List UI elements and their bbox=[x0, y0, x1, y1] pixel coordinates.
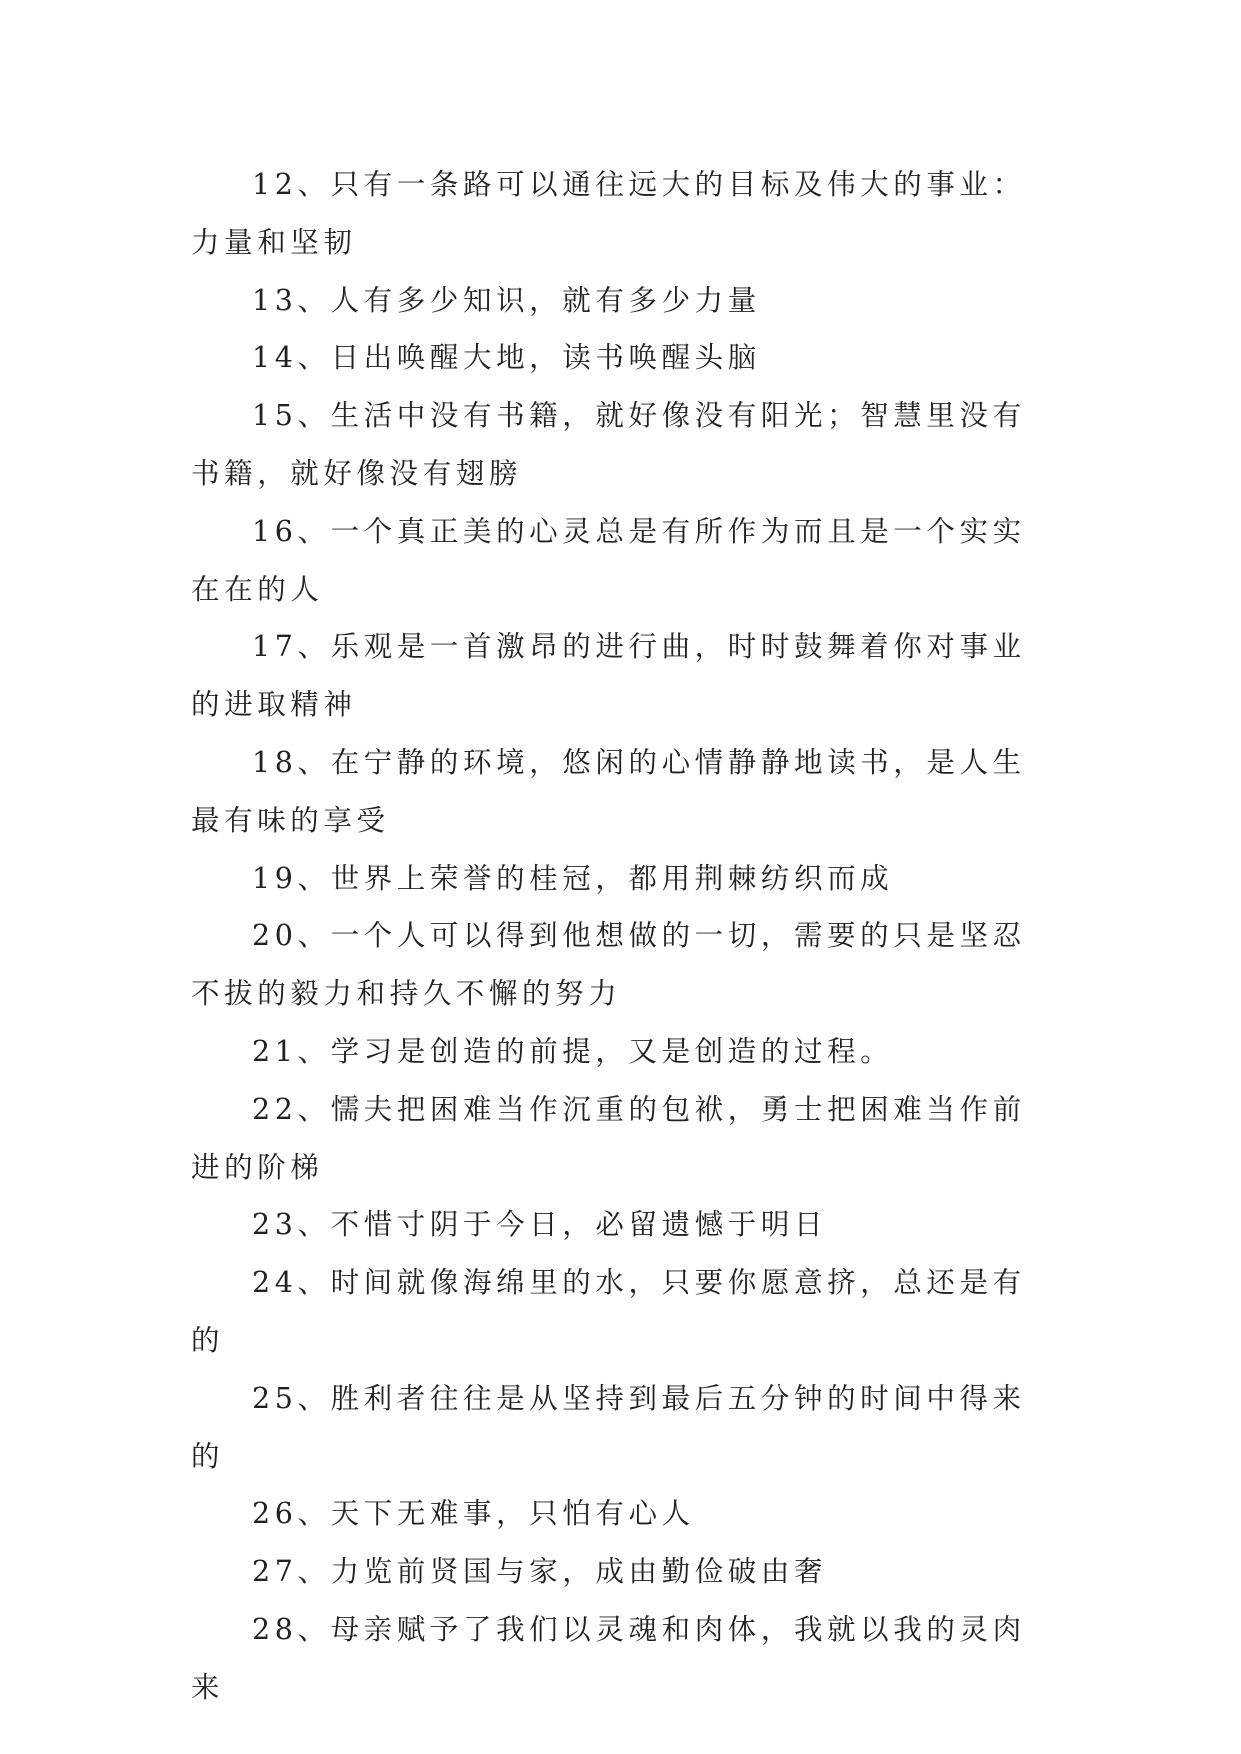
paragraph-25: 25、胜利者往往是从坚持到最后五分钟的时间中得来的 bbox=[191, 1381, 1026, 1473]
paragraph-13: 13、人有多少知识，就有多少力量 bbox=[252, 283, 761, 317]
paragraph-18: 18、在宁静的环境，悠闲的心情静静地读书，是人生最有味的享受 bbox=[191, 745, 1026, 837]
paragraph-15: 15、生活中没有书籍，就好像没有阳光；智慧里没有书籍，就好像没有翅膀 bbox=[191, 399, 1026, 490]
paragraph-19: 19、世界上荣誉的桂冠，都用荆棘纺织而成 bbox=[252, 861, 894, 895]
paragraph-21: 21、学习是创造的前提，又是创造的过程。 bbox=[252, 1034, 894, 1068]
paragraph-22: 22、懦夫把困难当作沉重的包袱，勇士把困难当作前进的阶梯 bbox=[191, 1092, 1026, 1184]
paragraph-12: 12、只有一条路可以通往远大的目标及伟大的事业：力量和坚韧 bbox=[191, 168, 1026, 259]
paragraph-24: 24、时间就像海绵里的水，只要你愿意挤，总还是有的 bbox=[191, 1266, 1026, 1357]
paragraph-27: 27、力览前贤国与家，成由勤俭破由奢 bbox=[252, 1555, 828, 1589]
paragraph-23: 23、不惜寸阴于今日，必留遗憾于明日 bbox=[252, 1208, 828, 1242]
paragraph-17: 17、乐观是一首激昂的进行曲，时时鼓舞着你对事业的进取精神 bbox=[191, 630, 1026, 722]
paragraph-20: 20、一个人可以得到他想做的一切，需要的只是坚忍不拔的毅力和持久不懈的努力 bbox=[191, 919, 1026, 1011]
paragraph-28: 28、母亲赋予了我们以灵魂和肉体，我就以我的灵肉来 bbox=[191, 1612, 1026, 1704]
paragraph-14: 14、日出唤醒大地，读书唤醒头脑 bbox=[252, 341, 761, 375]
document-body bbox=[191, 156, 1053, 1717]
paragraph-16: 16、一个真正美的心灵总是有所作为而且是一个实实在在的人 bbox=[191, 514, 1026, 606]
paragraph-26: 26、天下无难事，只怕有心人 bbox=[252, 1497, 695, 1531]
